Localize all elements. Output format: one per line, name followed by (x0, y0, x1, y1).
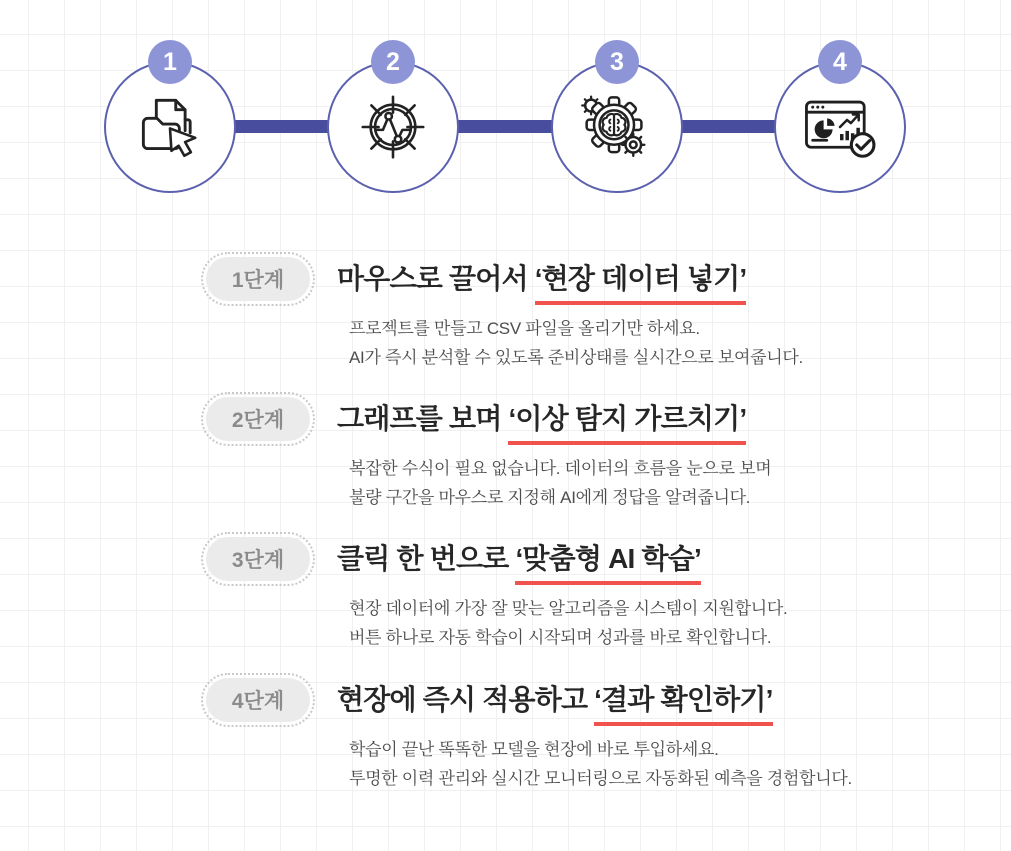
step-section-2 (206, 397, 771, 512)
step-title-2 (337, 397, 771, 441)
step-section-4 (206, 678, 852, 793)
step-description-4 (349, 735, 852, 793)
step-description-1 (349, 314, 803, 372)
step-label-badge-1: 1단계 (206, 257, 310, 301)
step-title-prefix: 클릭 한 번으로 (337, 543, 516, 574)
stepper-connector-line (170, 120, 840, 133)
step-number-badge-2: 2 (371, 40, 415, 84)
step-title-prefix: 현장에 즉시 적용하고 (337, 684, 595, 715)
step-label-badge-4: 4단계 (206, 678, 310, 722)
step-title-prefix: 마우스로 끌어서 (337, 263, 535, 294)
step-desc-line2: 버튼 하나로 자동 학습이 시작되며 성과를 바로 확인합니다. (349, 628, 772, 647)
target-anomaly-graph-icon (357, 91, 429, 163)
step-title-4 (337, 678, 852, 722)
dashboard-check-icon (801, 88, 879, 166)
step-description-3 (349, 594, 787, 652)
step-title-highlight: ‘결과 확인하기’ (594, 684, 772, 726)
folder-upload-cursor-icon (134, 91, 206, 163)
step-description-2 (349, 454, 771, 512)
process-step-circle-1 (104, 47, 236, 193)
gear-brain-learning-icon (580, 90, 654, 164)
process-step-circle-4 (774, 47, 906, 193)
step-number-badge-3: 3 (595, 40, 639, 84)
step-label-badge-2: 2단계 (206, 397, 310, 441)
step-section-3 (206, 537, 787, 652)
process-step-circle-3 (551, 47, 683, 193)
step-title-1 (337, 257, 803, 301)
step-title-highlight: ‘현장 데이터 넣기’ (535, 263, 747, 305)
step-desc-line1: 복잡한 수식이 필요 없습니다. 데이터의 흐름을 눈으로 보며 (349, 459, 772, 478)
step-desc-line2: 불량 구간을 마우스로 지정해 AI에게 정답을 알려줍니다. (349, 488, 751, 507)
step-title-highlight: ‘맞춤형 AI 학습’ (515, 543, 701, 585)
step-desc-line1: 학습이 끝난 똑똑한 모델을 현장에 바로 투입하세요. (349, 740, 719, 759)
step-title-prefix: 그래프를 보며 (337, 403, 509, 434)
step-desc-line1: 현장 데이터에 가장 잘 맞는 알고리즘을 시스템이 지원합니다. (349, 599, 788, 618)
step-title-highlight: ‘이상 탐지 가르치기’ (508, 403, 746, 445)
process-step-circle-2 (327, 47, 459, 193)
step-desc-line1: 프로젝트를 만들고 CSV 파일을 올리기만 하세요. (349, 319, 700, 338)
step-section-1 (206, 257, 803, 372)
step-desc-line2: 투명한 이력 관리와 실시간 모니터링으로 자동화된 예측을 경험합니다. (349, 769, 852, 788)
step-title-3 (337, 537, 787, 581)
step-desc-line2: AI가 즉시 분석할 수 있도록 준비상태를 실시간으로 보여줍니다. (349, 348, 803, 367)
step-number-badge-1: 1 (148, 40, 192, 84)
step-label-badge-3: 3단계 (206, 537, 310, 581)
step-number-badge-4: 4 (818, 40, 862, 84)
